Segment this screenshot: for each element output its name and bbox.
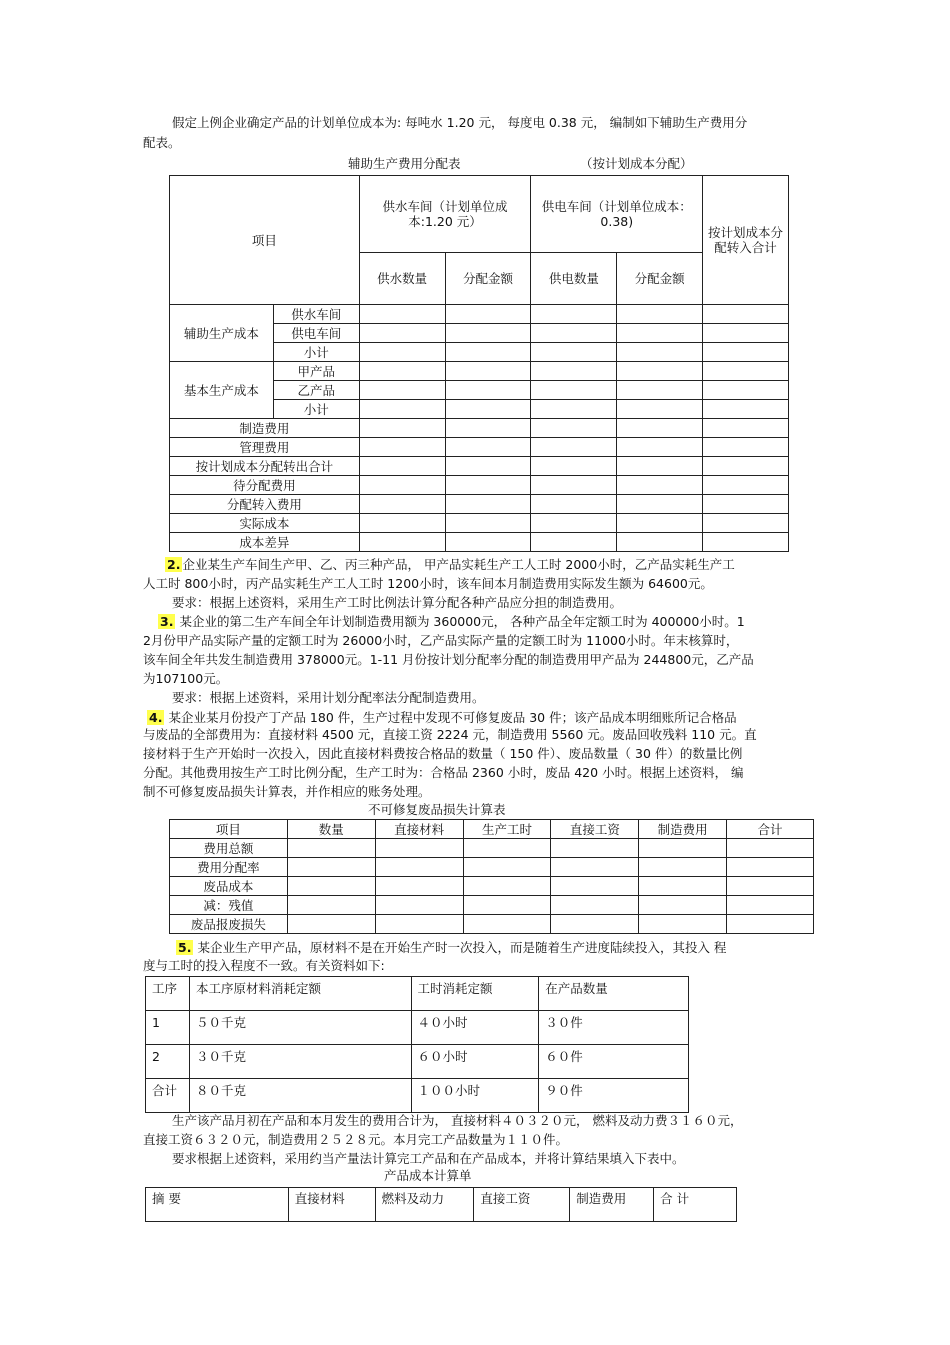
header-cell: 制造费用	[570, 1188, 654, 1222]
header-cell: 合计	[727, 820, 814, 839]
sub-water-qty: 供水数量	[359, 253, 445, 305]
q5b-line-2: 直接工资６３２０元，制造费用２５２８元。本月完工产品数量为１１０件。	[143, 1132, 569, 1147]
header-cell: 在产品数量	[539, 977, 689, 1011]
group-basic: 基本生产成本	[170, 362, 274, 419]
sub-water-amt: 分配金额	[445, 253, 531, 305]
q3-line-2: 2月份甲产品实际产量的定额工时为 26000小时，乙产品实际产量的定额工时为 11000小时。年末核算时，	[143, 633, 739, 648]
header-cell: 工序	[146, 977, 190, 1011]
row-label: 减：残值	[170, 896, 288, 915]
q4-line-3: 接材料于生产开始时一次投入，因此直接材料费按合格品的数量（ 150 件）、废品数量（ 30 件）的数量比例	[143, 746, 743, 761]
row-label: 甲产品	[273, 362, 359, 381]
row-label: 待分配费用	[170, 476, 360, 495]
row-label: 分配转入费用	[170, 495, 360, 514]
q2-line-2: 人工时 800小时，丙产品实耗生产工人工时 1200小时，该车间本月制造费用实际发生额为 64600元。	[143, 576, 713, 591]
table-cell: ３０件	[539, 1011, 689, 1045]
row-label: 成本差异	[170, 533, 360, 552]
q3-line-1	[158, 614, 745, 630]
sub-power-qty: 供电数量	[531, 253, 617, 305]
q3-line-3: 该车间全年共发生制造费用 378000元。1-11 月份按计划分配率分配的制造费用甲产品为 244800元，乙产品	[143, 652, 754, 667]
row-label: 乙产品	[273, 381, 359, 400]
q4-line-1	[147, 710, 737, 726]
q5b-line-1: 生产该产品月初在产品和本月发生的费用合计为， 直接材料４０３２０元， 燃料及动力费３１６０元，	[172, 1113, 743, 1128]
header-cell: 数量	[287, 820, 375, 839]
scrap-loss-table	[169, 819, 814, 934]
row-label: 废品成本	[170, 877, 288, 896]
header-cell: 制造费用	[639, 820, 727, 839]
header-cell: 直接材料	[288, 1188, 375, 1222]
product-cost-table	[145, 1187, 737, 1222]
col-item: 项目	[170, 176, 360, 305]
header-cell: 项目	[170, 820, 288, 839]
row-label: 供水车间	[273, 305, 359, 324]
q4-line-4: 分配。其他费用按生产工时比例分配，生产工时为：合格品 2360 小时，废品 420 小时。根据上述资料， 编	[143, 765, 744, 780]
table1-note: （按计划成本分配）	[580, 156, 693, 171]
intro-line-1: 假定上例企业确定产品的计划单位成本为: 每吨水 1.20 元， 每度电 0.38 元， 编制如下辅助生产费用分	[172, 115, 748, 130]
row-label: 按计划成本分配转出合计	[170, 457, 360, 476]
header-cell: 本工序原材料消耗定额	[189, 977, 411, 1011]
table-cell: ６０小时	[411, 1045, 539, 1079]
q2-text-1: 企业某生产车间生产甲、乙、丙三种产品， 甲产品实耗生产工人工时 2000小时，乙产品实耗生产工	[182, 557, 735, 572]
header-cell: 摘 要	[146, 1188, 289, 1222]
header-cell: 工时消耗定额	[411, 977, 539, 1011]
q5b-requirement: 要求根据上述资料，采用约当产量法计算完工产品和在产品成本，并将计算结果填入下表中。	[172, 1151, 685, 1166]
q3-number: 3.	[160, 614, 174, 629]
row-label: 费用分配率	[170, 858, 288, 877]
group-aux: 辅助生产成本	[170, 305, 274, 362]
q4-text-1: 某企业某月份投产丁产品 180 件，生产过程中发现不可修复废品 30 件；该产品成本明细账所记合格品	[168, 710, 737, 725]
table-cell: ９０件	[539, 1079, 689, 1113]
table4-title: 产品成本计算单	[384, 1168, 472, 1183]
q2-line-1	[165, 557, 735, 573]
table1-title: 辅助生产费用分配表	[348, 156, 461, 171]
table-cell: 合计	[146, 1079, 190, 1113]
q4-number: 4.	[149, 710, 163, 725]
row-label: 制造费用	[170, 419, 360, 438]
col-transfer-total: 按计划成本分配转入合计	[703, 176, 789, 305]
table-cell: ５０千克	[189, 1011, 411, 1045]
sub-power-amt: 分配金额	[617, 253, 703, 305]
q5-line-1	[176, 940, 726, 956]
q3-line-4: 为107100元。	[143, 671, 229, 686]
q4-line-5: 制不可修复废品损失计算表，并作相应的账务处理。	[143, 784, 431, 799]
row-label: 小计	[273, 343, 359, 362]
header-cell: 直接工资	[474, 1188, 570, 1222]
q5-number: 5.	[178, 940, 192, 955]
table-cell: １００小时	[411, 1079, 539, 1113]
header-cell: 直接材料	[375, 820, 463, 839]
q5-text-1: 某企业生产甲产品，原材料不是在开始生产时一次投入，而是随着生产进度陆续投入，其投入 程	[197, 940, 727, 955]
q3-requirement: 要求：根据上述资料，采用计划分配率法分配制造费用。	[172, 690, 485, 705]
row-label: 实际成本	[170, 514, 360, 533]
intro-line-2: 配表。	[143, 135, 181, 150]
table-cell: 1	[146, 1011, 190, 1045]
header-cell: 直接工资	[551, 820, 639, 839]
q2-number: 2.	[167, 557, 181, 572]
q5-line-2: 度与工时的投入程度不一致。有关资料如下:	[143, 958, 385, 973]
table-cell: ８０千克	[189, 1079, 411, 1113]
table-cell: 2	[146, 1045, 190, 1079]
allocation-table	[169, 175, 789, 552]
row-label: 费用总额	[170, 839, 288, 858]
header-cell: 合 计	[654, 1188, 737, 1222]
q2-requirement: 要求：根据上述资料，采用生产工时比例法计算分配各种产品应分担的制造费用。	[172, 595, 623, 610]
col-power-dept: 供电车间（计划单位成本： 0.38)	[531, 176, 703, 253]
process-table	[145, 976, 689, 1113]
header-cell: 燃料及动力	[375, 1188, 474, 1222]
header-cell: 生产工时	[463, 820, 551, 839]
row-label: 管理费用	[170, 438, 360, 457]
row-label: 小计	[273, 400, 359, 419]
row-label: 供电车间	[273, 324, 359, 343]
q3-text-1: 某企业的第二生产车间全年计划制造费用额为 360000元， 各种产品全年定额工时为 400000小时。1	[179, 614, 745, 629]
q4-line-2: 与废品的全部费用为：直接材料 4500 元，直接工资 2224 元，制造费用 5560 元。废品回收残料 110 元。直	[143, 727, 757, 742]
table-cell: ６０件	[539, 1045, 689, 1079]
table2-title: 不可修复废品损失计算表	[368, 802, 506, 817]
table-cell: ３０千克	[189, 1045, 411, 1079]
col-water-dept: 供水车间（计划单位成本:1.20 元）	[359, 176, 531, 253]
row-label: 废品报废损失	[170, 915, 288, 934]
table-cell: ４０小时	[411, 1011, 539, 1045]
